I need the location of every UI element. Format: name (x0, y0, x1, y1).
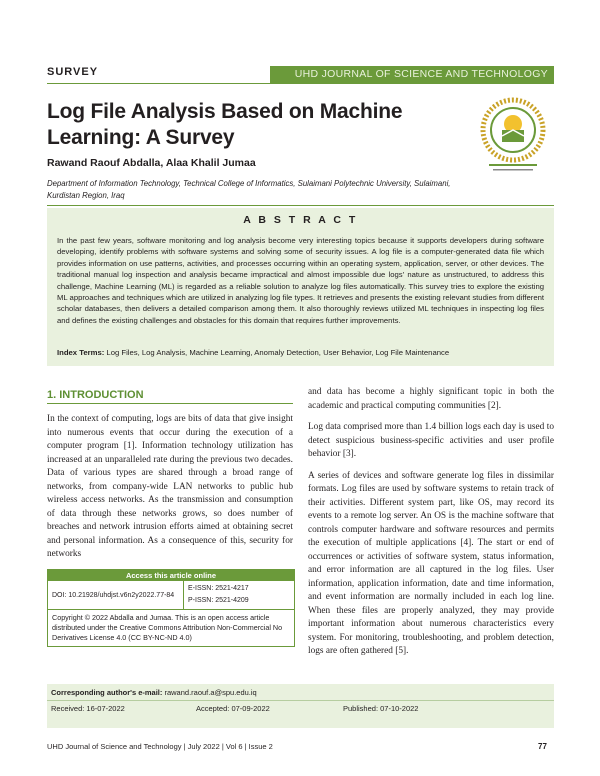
access-heading: Access this article online (48, 570, 294, 581)
authors: Rawand Raouf Abdalla, Alaa Khalil Jumaa (47, 157, 256, 169)
section-heading-introduction: 1. INTRODUCTION (47, 389, 144, 401)
pissn: P-ISSN: 2521-4209 (188, 597, 249, 604)
copyright-notice: Copyright © 2022 Abdalla and Jumaa. This is an open access article distributed under the Creative Commons Attribution Non-Commercial No Derivatives License 4.0 (CC BY-NC-ND 4.0) (52, 613, 283, 642)
university-logo-icon (471, 92, 555, 176)
doi-link[interactable]: DOI: 10.21928/uhdjst.v6n2y2022.77-84 (48, 581, 184, 609)
title-line-1: Log File Analysis Based on Machine (47, 100, 403, 123)
page-number: 77 (538, 742, 547, 751)
corr-label: Corresponding author's e-mail: (51, 688, 163, 697)
intro-paragraph-3: Log data comprised more than 1.4 billion logs each day is used to detect suspicious business-specific activities and user profile behavior [3]. (308, 422, 554, 459)
journal-issue-info: UHD Journal of Science and Technology | July 2022 | Vol 6 | Issue 2 (47, 742, 273, 751)
accepted-date: Accepted: 07-09-2022 (196, 704, 270, 713)
corr-email-link[interactable]: rawand.raouf.a@spu.edu.iq (162, 688, 257, 697)
affiliation (47, 178, 467, 201)
received-date: Received: 16-07-2022 (51, 704, 125, 713)
issn-cell (184, 581, 294, 609)
intro-paragraph-1: In the context of computing, logs are bits of data that give insight into numerous events that occur during the execution of a computer program [1]. Information technology utilization has increased at an unparalleled rate during the previous two decades. Data of various types are shared through a broad range of networks, from company-wide LAN networks to public hub wireless access networks. As the transmission and consumption of data through these networks grows, so does number of breaches and network intrusion efforts aimed at obtaining secret and personal information. As a consequence of this, security for networks (47, 414, 293, 559)
index-terms (57, 347, 544, 358)
header-divider (47, 83, 554, 84)
affiliation-line-2: Kurdistan Region, Iraq (47, 190, 125, 200)
journal-name: UHD JOURNAL OF SCIENCE AND TECHNOLOGY (294, 68, 548, 80)
intro-paragraph-4: A series of devices and software generate log files in dissimilar formats. Log files are used by software systems to retain track of their activities. Different system part, like OS, may record its events to a remote log server. An OS is the machine software that controls computer hardware and software resources and permits the execution of multiple applications [4]. The start or end of occurrences or activities of software system, status information, and error information are all captured in the log files. User information, application information, date and time information, and event information are normally included in each log line. When these files are properly analyzed, they may provide important information about numerous characteristics every system. For monitoring, troubleshooting, and problem detection, logs are often gathered [5]. (308, 470, 554, 656)
intro-paragraph-2: and data has become a highly significant topic in both the academic and practical computing communities [2]. (308, 387, 554, 411)
access-online-box (47, 569, 295, 647)
index-terms-label: Index Terms: (57, 348, 105, 357)
journal-banner (270, 66, 554, 83)
access-identifiers (48, 581, 294, 610)
affiliation-divider (47, 205, 554, 206)
abstract-heading: A B S T R A C T (243, 214, 358, 226)
left-column (47, 413, 293, 570)
section-heading-rule (47, 403, 293, 404)
article-title (47, 99, 467, 151)
title-line-2: Learning: A Survey (47, 126, 235, 149)
eissn: E-ISSN: 2521-4217 (188, 585, 249, 592)
right-column (308, 386, 554, 667)
affiliation-line-1: Department of Information Technology, Technical College of Informatics, Sulaimani Polytechnic University, Sulaimani, (47, 179, 451, 188)
corresponding-author (51, 688, 257, 697)
index-terms-list: Log Files, Log Analysis, Machine Learning, Anomaly Detection, User Behavior, Log File Maintenance (104, 348, 450, 357)
dates-divider (47, 700, 554, 701)
abstract-text: In the past few years, software monitoring and log analysis become very interesting topics because it supports developers during software developing, identify problems with software systems and solving some of security issues. A log file is a computer-generated data file which provides information on use patterns, activities, and processes occurring within an operating system, application, server, or other devices. The traditional manual log inspection and analysis became impractical and almost impossible due logs' nature as unstructured, to address this challenge, Machine Learning (ML) is regarded as a reliable solution to analyze log files automatically. This survey tries to explore the existing ML approaches and techniques which are utilized in analyzing log file types. It retrieves and presents the existing relevant studies from different scholar databases, then delivers a detailed comparison among them. It also thoroughly reviews utilized ML techniques in inspecting log files and defines the existing challenges and obstacles for this domain that requires further improvements. (57, 236, 544, 325)
section-label: SURVEY (47, 66, 99, 78)
published-date: Published: 07-10-2022 (343, 704, 419, 713)
